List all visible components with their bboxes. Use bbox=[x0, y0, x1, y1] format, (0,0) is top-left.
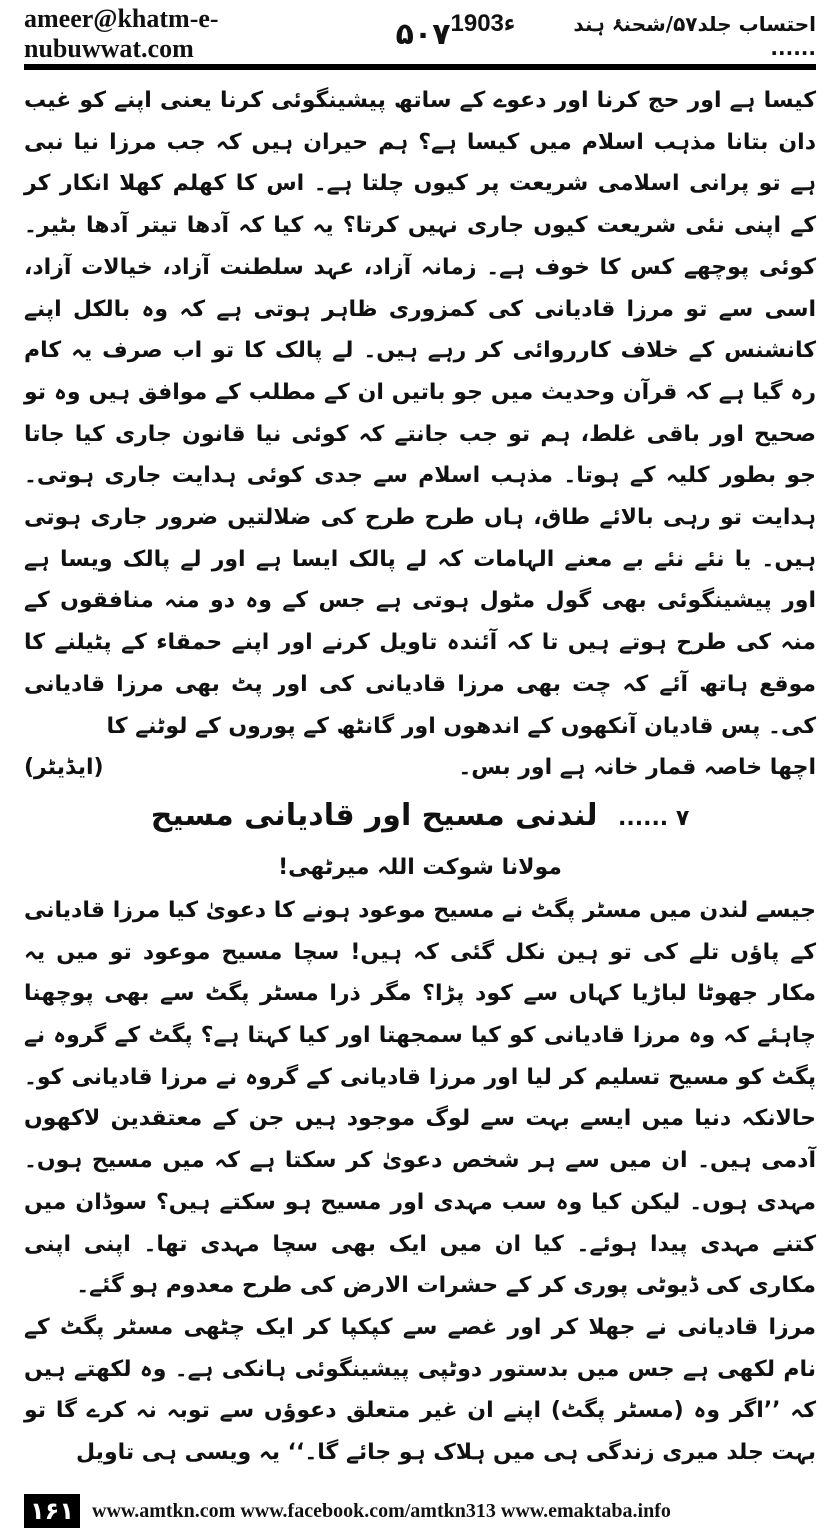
footer-page-number: ۱۶۱ bbox=[24, 1494, 80, 1528]
header-rule bbox=[24, 64, 816, 70]
section-author: مولانا شوکت اللہ میرٹھی! bbox=[278, 854, 562, 880]
section-number: ۷ ...... bbox=[618, 805, 690, 831]
section-heading bbox=[24, 789, 816, 846]
section-title: لندنی مسیح اور قادیانی مسیح bbox=[150, 797, 598, 833]
paragraph-end-text: اچھا خاصہ قمار خانہ ہے اور بس۔ bbox=[458, 755, 816, 781]
header-left bbox=[24, 4, 451, 64]
header-series-title: احتساب جلد۵۷/شحنۂ ہند ...... bbox=[573, 11, 816, 60]
page-header bbox=[24, 4, 816, 63]
body-paragraph-2: جیسے لندن میں مسٹر پگٹ نے مسیح موعود ہونے کا دعویٰ کیا مرزا قادیانی کے پاؤں تلے کی تو ہین نکل گئی کہ ہیں! سچا مسیح موعود تو میں یہ مکار جھوٹا لباڑیا کہاں سے کود پڑا؟ مگر ذرا مسٹر پگٹ سے بھی پوچھنا چاہئے کہ وہ مرزا قادیانی کو کیا سمجھتا اور کیا کہتا ہے؟ پگٹ کے گروہ نے پگٹ کو مسیح تسلیم کر لیا اور مرزا قادیانی کے گروہ نے مرزا قادیانی کو۔ حالانکہ دنیا میں ایسے بہت سے لوگ موجود ہیں جن کے معتقدین لاکھوں آدمی ہیں۔ ان میں سے ہر شخص دعویٰ کر سکتا ہے کہ میں مسیح ہوں۔ مہدی ہوں۔ لیکن کیا وہ سب مہدی اور مسیح ہو سکتے ہیں؟ سوڈان میں کتنے مہدی پیدا ہوئے۔ کیا ان میں ایک بھی سچا مہدی تھا۔ اپنی اپنی مکاری کی ڈیوٹی پوری کر کے حشرات الارض کی طرح معدوم ہو گئے۔ bbox=[24, 897, 816, 1299]
footer-links[interactable]: www.amtkn.com www.facebook.com/amtkn313 www.emaktaba.info bbox=[92, 1499, 671, 1522]
body-paragraph-1: کیسا ہے اور حج کرنا اور دعوے کے ساتھ پیشینگوئی کرنا یعنی اپنے کو غیب دان بتانا مذہب اسلام میں کیسا ہے؟ ہم حیران ہیں کہ جب مرزا نیا نبی ہے تو پرانی اسلامی شریعت پر کیوں چلتا ہے۔ اس کا کھلم کھلا انکار کر کے اپنی نئی شریعت کیوں جاری نہیں کرتا؟ یہ کیا کہ آدھا تیتر آدھا بٹیر۔ کوئی پوچھے کس کا خوف ہے۔ زمانہ آزاد، عہد سلطنت آزاد، خیالات آزاد، اسی سے تو مرزا قادیانی کی کمزوری ظاہر ہوتی ہے کہ وہ بالکل اپنے کانشنس کے خلاف کارروائی کر رہے ہیں۔ لے پالک کا تو اب صرف یہ کام رہ گیا ہے کہ قرآن وحدیث میں جو باتیں ان کے مطلب کے موافق ہیں وہ تو صحیح اور باقی غلط، ہم تو جب جانتے کہ کوئی نیا قانون جاری کیا جاتا جو بطور کلیہ کے ہوتا۔ مذہب اسلام سے جدی کوئی ہدایت جاری ہوتی۔ ہدایت تو رہی بالائے طاق، ہاں طرح طرح کی ضلالتیں ضرور جاری ہوتی ہیں۔ یا نئے نئے بے معنے الہامات کہ لے پالک ایسا ہے اور لے پالک ویسا ہے اور پیشینگوئی بھی گول مٹول ہوتی ہے جس کے وہ دو منہ منافقوں کے منہ کی طرح ہوتے ہیں تا کہ آئندہ تاویل کرنے اور اپنے حمقاء کے پٹیلنے کا موقع ہاتھ آئے کہ چت بھی مرزا قادیانی کی اور پٹ بھی مرزا قادیانی کی۔ پس قادیان آنکھوں کے اندھوں اور گانٹھ کے پوروں کے لوٹنے کا bbox=[24, 88, 816, 739]
header-page-number: ۵۰۷ bbox=[395, 16, 451, 52]
header-year: 1903ء bbox=[450, 9, 516, 37]
body-paragraph-1-end bbox=[24, 747, 816, 789]
page-content bbox=[24, 80, 816, 1484]
header-right bbox=[451, 9, 816, 60]
editor-tag: (ایڈیٹر) bbox=[24, 755, 104, 781]
body-paragraph-3: مرزا قادیانی نے جھلا کر اور غصے سے کپکپا کر ایک چٹھی مسٹر پگٹ کے نام لکھی ہے جس میں بدستور دوٹپی پیشینگوئی ہانکی ہے۔ وہ لکھتے ہیں کہ ’’اگر وہ (مسٹر پگٹ) اپنے ان غیر متعلق دعوؤں سے توبہ نہ کرے گا تو بہت جلد میری زندگی ہی میں ہلاک ہو جائے گا۔‘‘ یہ ویسی ہی تاویل bbox=[24, 1314, 816, 1466]
header-email[interactable]: ameer@khatm-e-nubuwwat.com bbox=[24, 4, 219, 63]
page-footer bbox=[24, 1494, 816, 1528]
